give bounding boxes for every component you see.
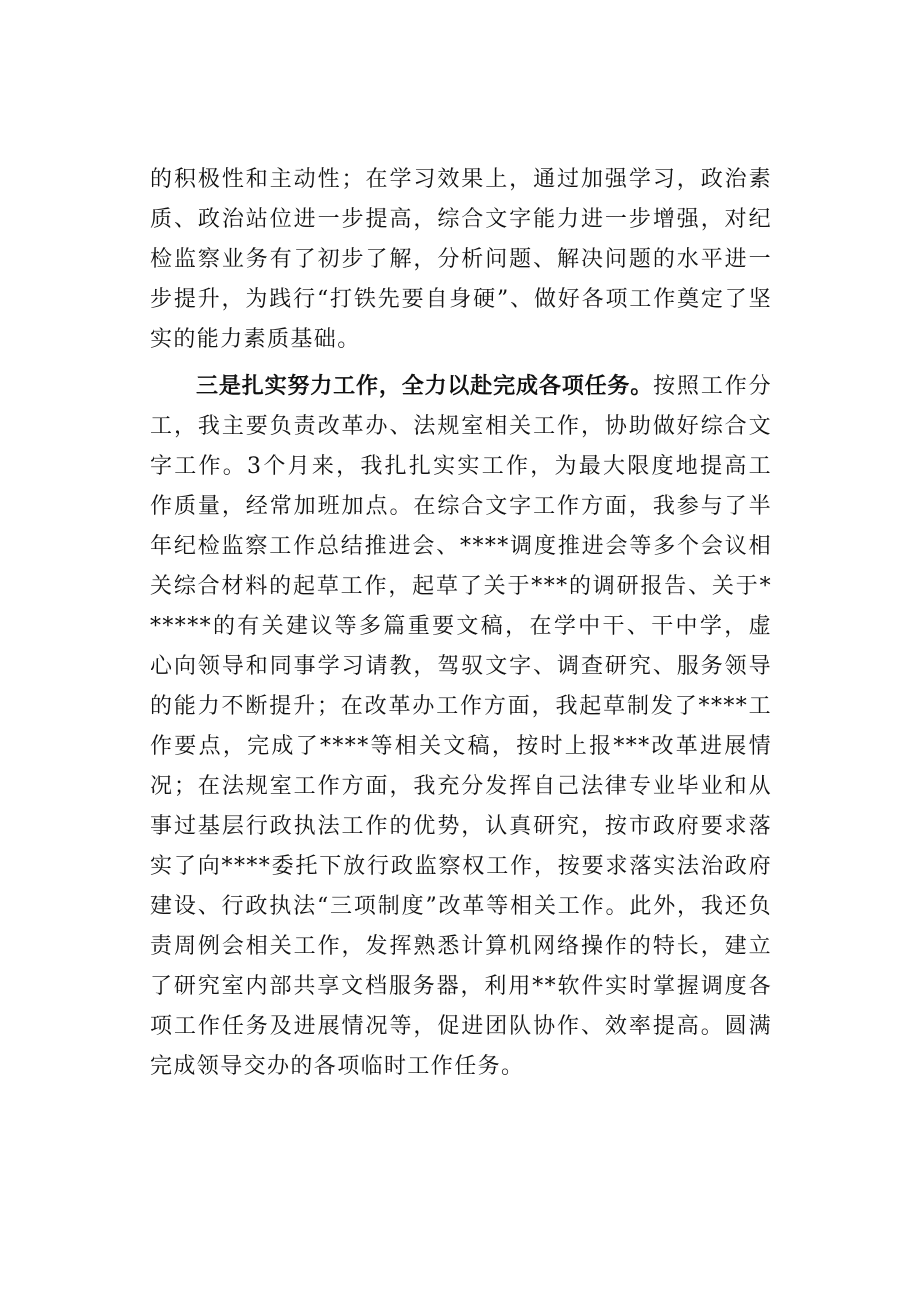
paragraph-task-completion <box>150 366 772 1087</box>
document-page <box>150 160 772 1087</box>
paragraph-continuation <box>150 160 772 360</box>
paragraph-text: 按照工作分工，我主要负责改革办、法规室相关工作，协助做好综合文字工作。3个月来，我扎扎实实工作，为最大限度地提高工作质量，经常加班加点。在综合文字工作方面，我参与了半年纪检监察工作总结推进会、****调度推进会等多个会议相关综合材料的起草工作，起草了关于***的调研报告、关于******的有关建议等多篇重要文稿，在学中干、干中学，虚心向领导和同事学习请教，驾驭文字、调查研究、服务领导的能力不断提升；在改革办工作方面，我起草制发了****工作要点，完成了****等相关文稿，按时上报***改革进展情况；在法规室工作方面，我充分发挥自己法律专业毕业和从事过基层行政执法工作的优势，认真研究，按市政府要求落实了向****委托下放行政监察权工作，按要求落实法治政府建设、行政执法“三项制度”改革等相关工作。此外，我还负责周例会相关工作，发挥熟悉计算机网络操作的特长，建立了研究室内部共享文档服务器，利用**软件实时掌握调度各项工作任务及进展情况等，促进团队协作、效率提高。圆满完成领导交办的各项临时工作任务。 <box>150 374 772 1079</box>
paragraph-heading: 三是扎实努力工作，全力以赴完成各项任务。 <box>196 373 654 399</box>
paragraph-text: 的积极性和主动性；在学习效果上，通过加强学习，政治素质、政治站位进一步提高，综合文字能力进一步增强，对纪检监察业务有了初步了解，分析问题、解决问题的水平进一步提升，为践行“打铁先要自身硬”、做好各项工作奠定了坚实的能力素质基础。 <box>150 167 772 352</box>
